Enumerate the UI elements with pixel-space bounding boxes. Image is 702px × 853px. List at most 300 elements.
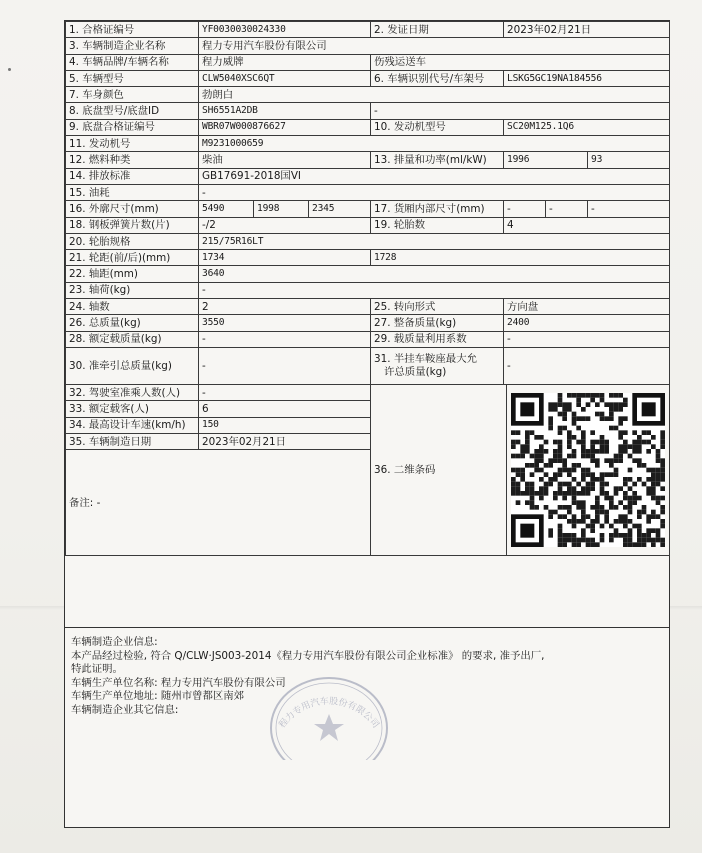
qr-module [572,449,577,454]
qr-module [660,430,665,435]
label-displacement-power: 13. 排量和功率(ml/kW) [371,152,504,168]
label-cert-no: 1. 合格证编号 [66,22,199,38]
row-30 [66,347,670,384]
qr-module [581,468,586,473]
qr-module [595,393,600,398]
qr-module [553,472,558,477]
qr-module [558,402,563,407]
qr-module [623,416,628,421]
qr-module [558,458,563,463]
value-leaf-springs: -/2 [199,217,371,233]
qr-module [558,430,563,435]
qr-module [534,454,539,459]
value-manufacturer: 程力专用汽车股份有限公司 [199,38,670,54]
row-26 [66,315,670,331]
qr-module [600,486,605,491]
qr-module [548,407,553,412]
qr-module [516,491,521,496]
qr-module [595,500,600,505]
qr-module [646,519,651,524]
qr-module [660,440,665,445]
value-fuel: 柴油 [199,152,371,168]
qr-module [623,514,628,519]
qr-module [595,402,600,407]
label-curb-mass: 27. 整备质量(kg) [371,315,504,331]
label-brand-name: 4. 车辆品牌/车辆名称 [66,54,199,70]
label-manufacturer: 3. 车辆制造企业名称 [66,38,199,54]
qr-module [623,444,628,449]
qr-module [516,454,521,459]
qr-module [604,402,609,407]
label-tire-spec: 20. 轮胎规格 [66,233,199,249]
qr-module [581,435,586,440]
qr-module [567,482,572,487]
qr-module [558,542,563,547]
qr-module [646,514,651,519]
qr-module [511,491,516,496]
qr-module [558,524,563,529]
qr-module [656,496,661,501]
value-displacement: 1996 [504,152,588,168]
qr-module [553,407,558,412]
label-saddle-mass-line1: 31. 半挂车鞍座最大允 [374,352,477,365]
qr-module [558,528,563,533]
qr-module [516,468,521,473]
qr-module [618,458,623,463]
qr-module [646,477,651,482]
qr-module [525,482,530,487]
qr-module [553,454,558,459]
qr-module [525,435,530,440]
qr-module [632,491,637,496]
row-11 [66,136,670,152]
value-emission: GB17691-2018国VI [199,168,670,184]
qr-module [609,407,614,412]
qr-module [646,468,651,473]
qr-module [581,444,586,449]
qr-module [637,510,642,515]
qr-module [646,430,651,435]
qr-module [604,510,609,515]
qr-module [660,496,665,501]
qr-module [586,482,591,487]
qr-module [628,454,633,459]
qr-module [539,496,544,501]
footer-other-info: 车辆制造企业其它信息: [71,703,179,716]
value-body-color: 勃朗白 [199,87,670,103]
qr-module [539,444,544,449]
value-load-factor: - [504,331,670,347]
qr-module [609,496,614,501]
qr-module [646,491,651,496]
label-engine-no: 11. 发动机号 [66,136,199,152]
qr-module [511,444,516,449]
qr-module [614,393,619,398]
label-cab-seats: 32. 驾驶室准乘人数(人) [66,384,199,400]
qr-module [600,444,605,449]
qr-finder-part [520,402,534,416]
qr-module [553,510,558,515]
qr-module [609,402,614,407]
qr-module [651,528,656,533]
qr-module [576,440,581,445]
qr-module [595,463,600,468]
qr-module [600,472,605,477]
label-axle-count: 24. 轴数 [66,299,199,315]
qr-module [660,486,665,491]
qr-module [539,458,544,463]
qr-module [530,500,535,505]
value-cab-seats: - [199,384,371,400]
qr-module [623,491,628,496]
qr-module [581,533,586,538]
qr-module [637,444,642,449]
qr-module [558,440,563,445]
qr-module [600,449,605,454]
qr-module [562,412,567,417]
qr-module [623,477,628,482]
qr-module [632,440,637,445]
qr-module [562,542,567,547]
qr-module [558,486,563,491]
qr-module [632,430,637,435]
label-fuel-consumption: 15. 油耗 [66,184,199,200]
value-chassis-model: SH6551A2DB [199,103,371,119]
qr-module [576,482,581,487]
company-seal-stamp [254,656,404,760]
value-model: CLW5040XSC6QT [199,70,371,86]
qr-module [576,393,581,398]
qr-module [544,463,549,468]
value-cargo-length: - [504,201,546,217]
value-cert-no: YF0030030024330 [199,22,371,38]
qr-finder-part [520,524,534,538]
qr-module [614,454,619,459]
label-saddle-mass [371,347,504,384]
qr-module [572,533,577,538]
qr-module [520,477,525,482]
qr-module [525,463,530,468]
qr-module [637,458,642,463]
qr-module [558,444,563,449]
qr-module [604,519,609,524]
qr-section [371,384,670,555]
qr-module [544,482,549,487]
qr-module [548,514,553,519]
label-issue-date: 2. 发证日期 [371,22,504,38]
qr-module [548,426,553,431]
row-4 [66,54,670,70]
qr-module [590,528,595,533]
qr-module [604,514,609,519]
qr-module [558,468,563,473]
qr-module [558,398,563,403]
qr-module [614,528,619,533]
qr-module [623,449,628,454]
qr-module [581,454,586,459]
qr-module [656,482,661,487]
qr-module [572,486,577,491]
qr-module [637,496,642,501]
qr-module [539,449,544,454]
qr-module [632,449,637,454]
qr-module [567,519,572,524]
qr-module [581,505,586,510]
qr-module [581,486,586,491]
qr-module [623,398,628,403]
qr-module [539,454,544,459]
qr-module [660,524,665,529]
qr-module [586,486,591,491]
value-chassis-cert: WBR07W000876627 [199,119,371,135]
qr-module [539,435,544,440]
qr-module [595,449,600,454]
qr-module [553,477,558,482]
qr-module [553,402,558,407]
qr-module [558,538,563,543]
label-cargo-dims: 17. 货厢内部尺寸(mm) [371,201,504,217]
qr-module [628,496,633,501]
qr-module [548,416,553,421]
qr-module [609,416,614,421]
qr-module [618,407,623,412]
qr-module [576,505,581,510]
qr-module [618,435,623,440]
qr-module [595,514,600,519]
qr-code [511,393,665,547]
qr-module [600,505,605,510]
label-towing-mass: 30. 准牵引总质量(kg) [66,347,199,384]
qr-module [553,449,558,454]
label-tire-count: 19. 轮胎数 [371,217,504,233]
qr-module [618,402,623,407]
qr-module [651,510,656,515]
qr-module [520,491,525,496]
qr-module [516,482,521,487]
qr-module [604,472,609,477]
qr-module [660,505,665,510]
qr-module [586,542,591,547]
qr-module [637,435,642,440]
qr-module [595,510,600,515]
qr-module [590,430,595,435]
label-steering: 25. 转向形式 [371,299,504,315]
qr-module [614,426,619,431]
qr-module [609,463,614,468]
value-manufacture-date: 2023年02月21日 [199,434,371,450]
remark: 备注: - [66,450,371,556]
qr-module [628,533,633,538]
qr-module [530,491,535,496]
qr-module [548,510,553,515]
qr-module [656,500,661,505]
qr-module [660,472,665,477]
qr-module [656,454,661,459]
qr-module [651,538,656,543]
qr-module [600,412,605,417]
qr-module [581,500,586,505]
qr-module [600,524,605,529]
qr-module [600,510,605,515]
qr-module [567,393,572,398]
qr-module [609,533,614,538]
value-vehicle-name: 伤残运送车 [371,54,670,70]
paper-mark [8,68,11,71]
qr-module [618,393,623,398]
qr-module [660,463,665,468]
row-16 [66,201,670,217]
label-model: 5. 车辆型号 [66,70,199,86]
qr-module [646,449,651,454]
value-issue-date: 2023年02月21日 [504,22,670,38]
qr-module [525,430,530,435]
qr-module [525,440,530,445]
qr-module [562,468,567,473]
qr-module [553,496,558,501]
qr-module [642,538,647,543]
qr-module [516,486,521,491]
qr-module [581,449,586,454]
qr-module [651,482,656,487]
qr-module [558,454,563,459]
value-steering: 方向盘 [504,299,670,315]
qr-module [642,440,647,445]
qr-module [637,514,642,519]
qr-module [595,477,600,482]
qr-module [628,486,633,491]
qr-module [520,472,525,477]
qr-module [586,468,591,473]
qr-module [609,472,614,477]
qr-module [576,416,581,421]
qr-module [562,538,567,543]
qr-module [567,435,572,440]
label-engine-model: 10. 发动机型号 [371,119,504,135]
qr-module [530,486,535,491]
row-1 [66,22,670,38]
qr-module [632,500,637,505]
qr-module [520,468,525,473]
qr-module [534,449,539,454]
qr-module [609,505,614,510]
qr-module [590,542,595,547]
qr-module [525,486,530,491]
qr-module [544,472,549,477]
qr-module [562,505,567,510]
qr-module [572,416,577,421]
qr-module [637,449,642,454]
qr-module [558,426,563,431]
qr-module [511,454,516,459]
label-axle-load: 23. 轴荷(kg) [66,282,199,298]
qr-module [623,538,628,543]
qr-module [576,491,581,496]
qr-module [530,463,535,468]
qr-module [628,444,633,449]
qr-module [534,468,539,473]
qr-module [576,519,581,524]
qr-module [544,486,549,491]
qr-module [558,412,563,417]
label-emission: 14. 排放标准 [66,168,199,184]
qr-module [534,505,539,510]
qr-module [642,510,647,515]
qr-module [586,393,591,398]
qr-module [614,468,619,473]
value-axle-load: - [199,282,670,298]
qr-module [562,458,567,463]
qr-module [618,421,623,426]
qr-module [614,486,619,491]
qr-module [572,524,577,529]
qr-module [534,435,539,440]
qr-module [651,444,656,449]
qr-module [595,458,600,463]
label-chassis-model: 8. 底盘型号/底盘ID [66,103,199,119]
qr-module [651,468,656,473]
qr-module [618,514,623,519]
qr-module [628,500,633,505]
label-outer-dims: 16. 外廓尺寸(mm) [66,201,199,217]
qr-module [623,430,628,435]
qr-module [576,402,581,407]
row-9 [66,119,670,135]
qr-module [576,398,581,403]
qr-module [586,416,591,421]
qr-module [651,486,656,491]
qr-module [586,472,591,477]
qr-module [572,519,577,524]
qr-module [618,454,623,459]
qr-module [660,468,665,473]
footer-statement: 本产品经过检验, 符合 Q/CLW·JS003-2014《程力专用汽车股份有限公司企业标准》 的要求, 准予出厂, [71,649,545,662]
label-track: 21. 轮距(前/后)(mm) [66,250,199,266]
qr-module [595,542,600,547]
qr-module [600,491,605,496]
qr-module [632,444,637,449]
qr-module [642,505,647,510]
qr-module [586,454,591,459]
row-5 [66,70,670,86]
qr-module [544,491,549,496]
qr-module [590,454,595,459]
qr-module [530,505,535,510]
qr-module [520,454,525,459]
qr-module [646,486,651,491]
qr-module [590,486,595,491]
qr-module [558,533,563,538]
qr-module [595,505,600,510]
qr-module [539,477,544,482]
row-22 [66,266,670,282]
qr-module [646,440,651,445]
qr-module [567,440,572,445]
qr-module [604,491,609,496]
value-curb-mass: 2400 [504,315,670,331]
qr-module [562,514,567,519]
qr-module [618,533,623,538]
qr-module [572,496,577,501]
qr-module [604,449,609,454]
footer-producer-name: 车辆生产单位名称: 程力专用汽车股份有限公司 [71,676,286,689]
qr-module [586,402,591,407]
value-axle-count: 2 [199,299,371,315]
qr-module [628,538,633,543]
value-engine-model: SC20M125.1Q6 [504,119,670,135]
qr-module [572,514,577,519]
footer-statement-end: 特此证明。 [71,663,123,676]
qr-module [637,542,642,547]
